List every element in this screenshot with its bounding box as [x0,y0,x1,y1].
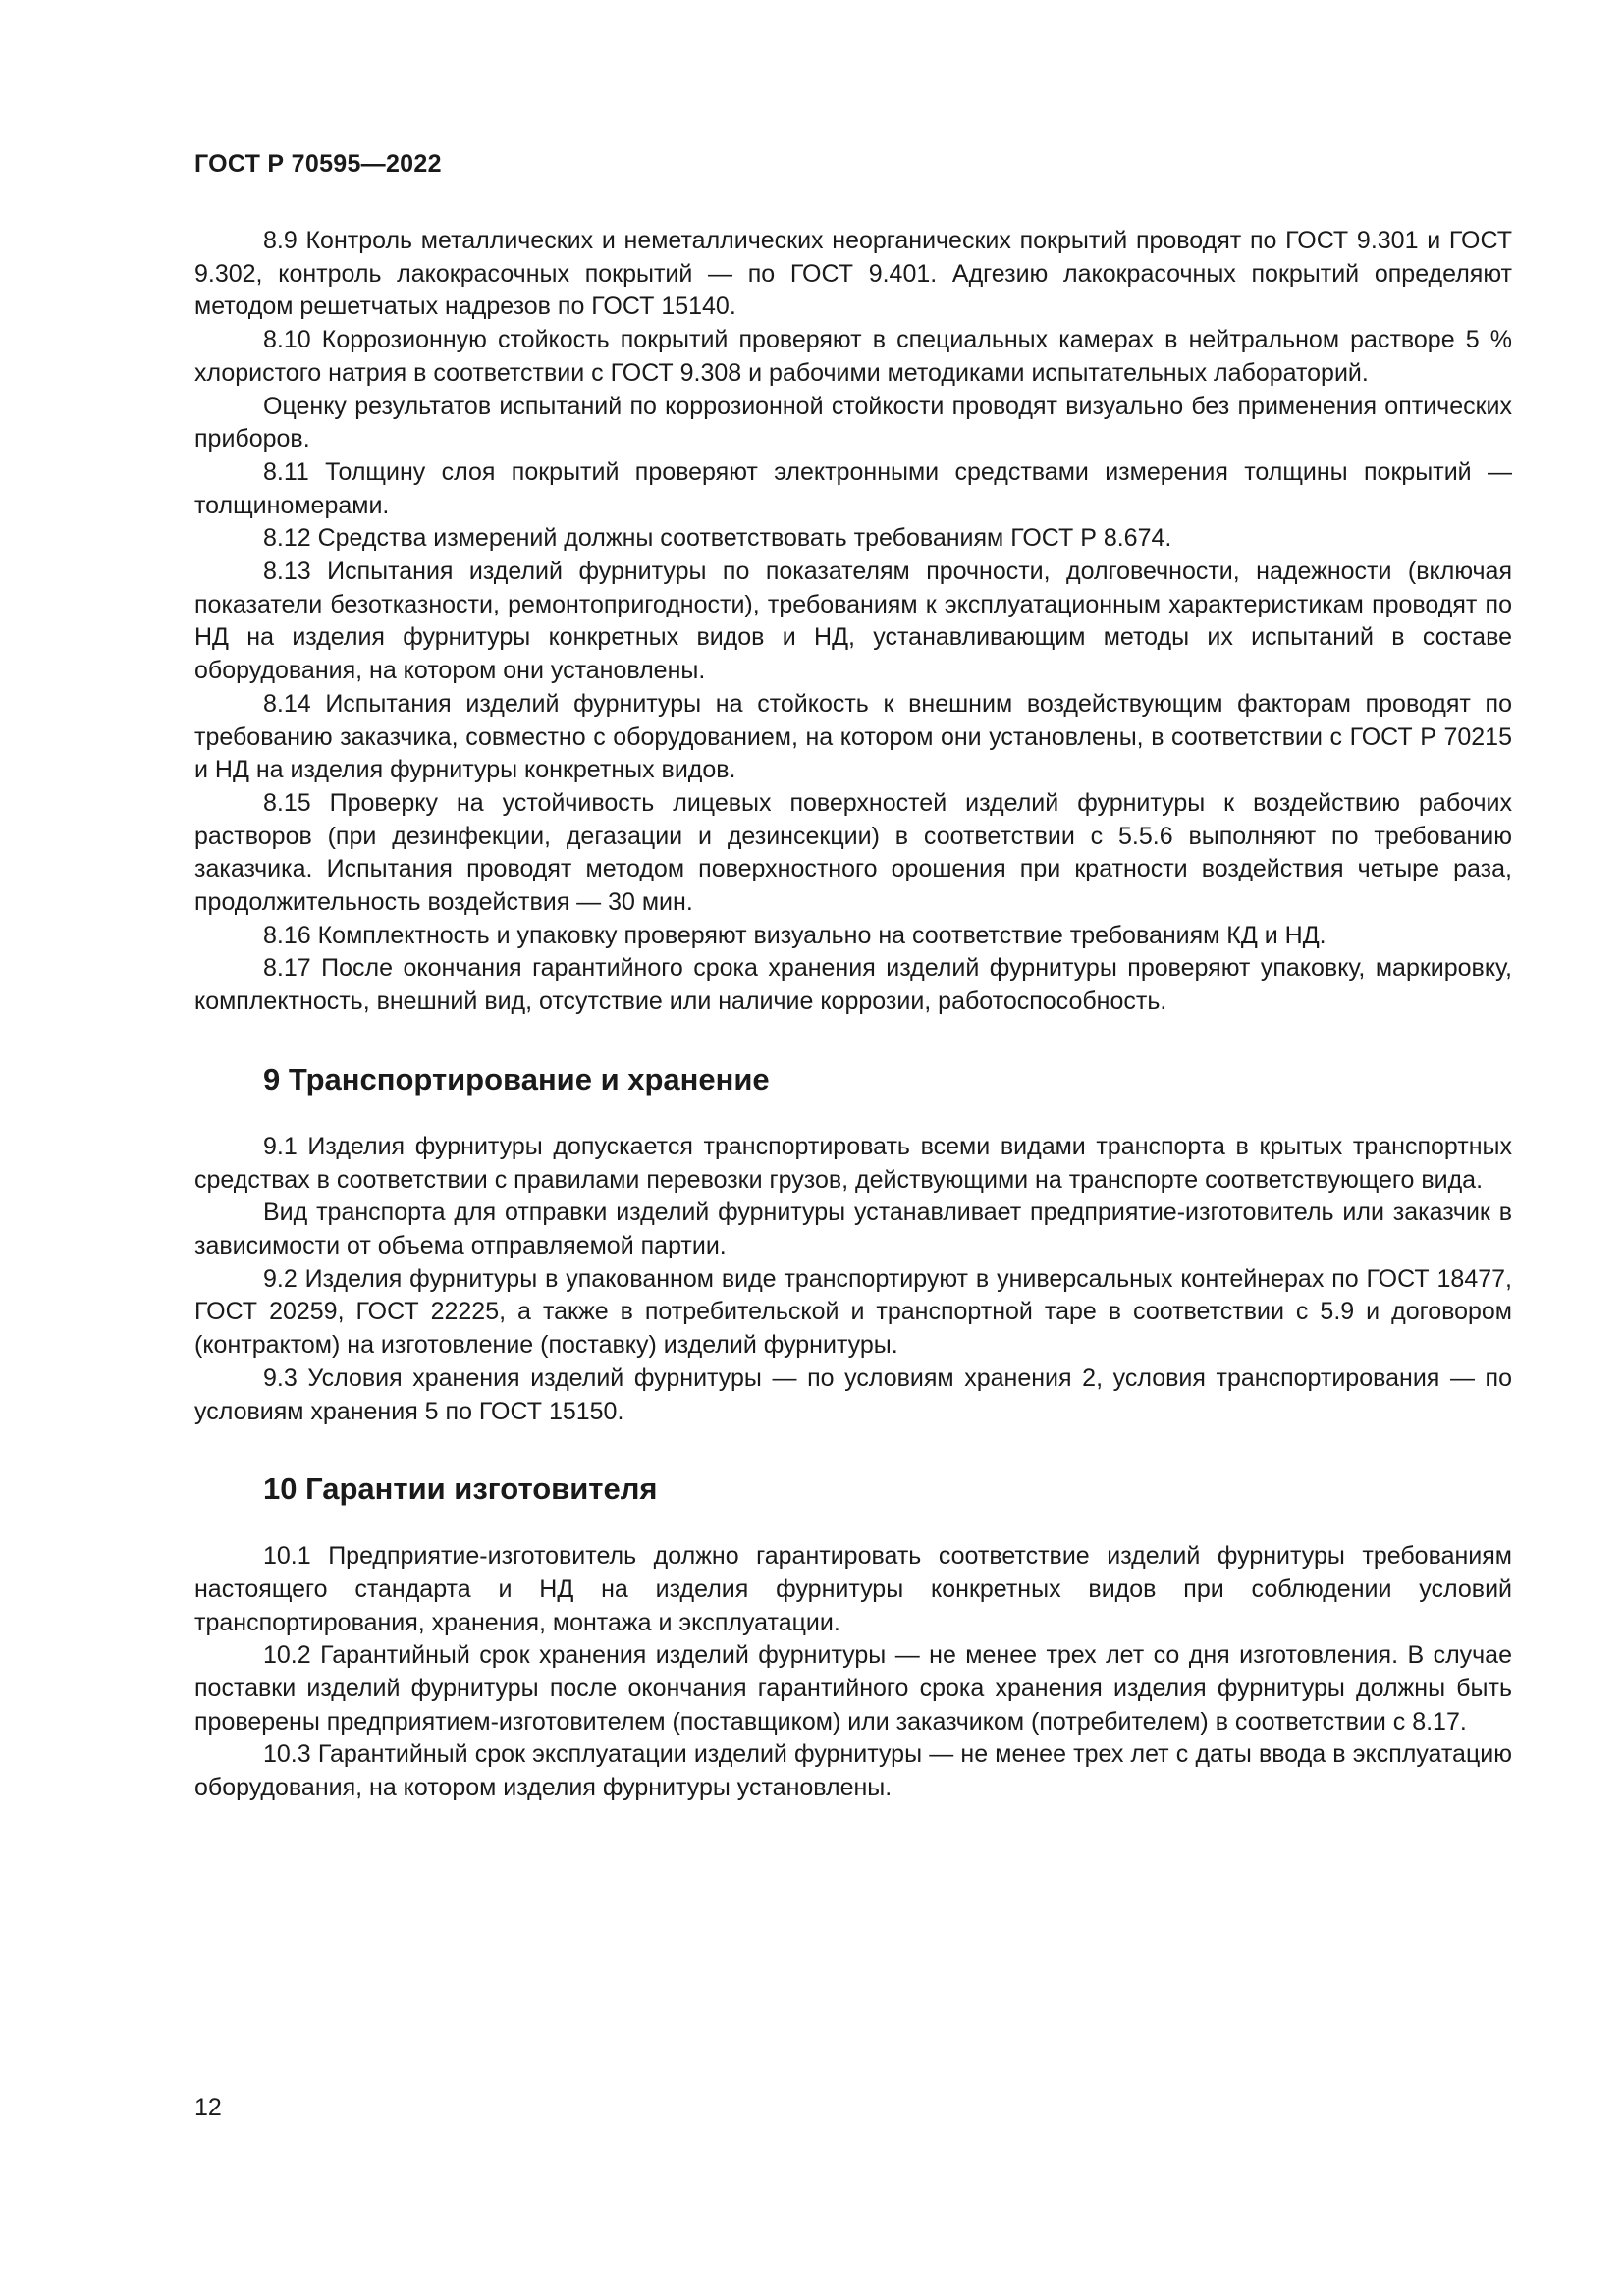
paragraph-9-3: 9.3 Условия хранения изделий фурнитуры — по условиям хранения 2, условия транспортирования — по условиям хранения 5 по ГОСТ 15150. [194,1363,1512,1425]
paragraph-10-3: 10.3 Гарантийный срок эксплуатации изделий фурнитуры — не менее трех лет с даты ввода в эксплуатацию оборудования, на котором изделия фурнитуры установлены. [194,1740,1512,1802]
paragraph-8-10: 8.10 Коррозионную стойкость покрытий проверяют в специальных камерах в нейтральном растворе 5 % хлористого натрия в соответствии с ГОСТ 9.308 и рабочими методиками испытательных лабораторий. [194,326,1512,387]
document-body [194,225,1512,1805]
paragraph-9-2: 9.2 Изделия фурнитуры в упакованном виде транспортируют в универсальных контейнерах по ГОСТ 18477, ГОСТ 20259, ГОСТ 22225, а также в потребительской и транспортной таре в соответствии с 5.9 и договором (контрактом) на изготовление (поставку) изделий фурнитуры. [194,1264,1512,1360]
paragraph-8-16: 8.16 Комплектность и упаковку проверяют визуально на соответствие требованиям КД и НД. [263,921,1326,949]
paragraph-8-14: 8.14 Испытания изделий фурнитуры на стойкость к внешним воздействующим факторам проводят по требованию заказчика, совместно с оборудованием, на котором они установлены, в соответствии с ГОСТ Р 70215 и НД на изделия фурнитуры конкретных видов. [194,689,1512,784]
paragraph-8-9: 8.9 Контроль металлических и неметаллических неорганических покрытий проводят по ГОСТ 9.301 и ГОСТ 9.302, контроль лакокрасочных покрытий — по ГОСТ 9.401. Адгезию лакокрасочных покрытий определяют методом решетчатых надрезов по ГОСТ 15140. [194,227,1512,321]
paragraph-8-12: 8.12 Средства измерений должны соответствовать требованиям ГОСТ Р 8.674. [263,524,1172,553]
paragraph-8-13: 8.13 Испытания изделий фурнитуры по показателям прочности, долговечности, надежности (включая показатели безотказности, ремонтопригодности), требованиям к эксплуатационным характеристикам проводят по НД на изделия фурнитуры конкретных видов и НД, устанавливающим методы их испытаний в составе оборудования, на котором они установлены. [194,558,1512,685]
paragraph-10-2: 10.2 Гарантийный срок хранения изделий фурнитуры — не менее трех лет со дня изготовления. В случае поставки изделий фурнитуры после окончания гарантийного срока хранения изделия фурнитуры должны быть проверены предприятием-изготовителем (поставщиком) или заказчиком (потребителем) в соответствии с 8.17. [194,1641,1512,1735]
paragraph-8-17: 8.17 После окончания гарантийного срока хранения изделий фурнитуры проверяют упаковку, маркировку, комплектность, внешний вид, отсутствие или наличие коррозии, работоспособность. [194,954,1512,1016]
page-number: 12 [194,2094,222,2121]
paragraph-9-1: 9.1 Изделия фурнитуры допускается транспортировать всеми видами транспорта в крытых транспортных средствах в соответствии с правилами перевозки грузов, действующими на транспорте соответствующего вида. [194,1132,1512,1194]
section-10-heading: 10 Гарантии изготовителя [263,1471,658,1507]
section-9-heading: 9 Транспортирование и хранение [263,1061,770,1096]
document-code-header: ГОСТ Р 70595—2022 [194,150,442,178]
paragraph-9-1-transport-type: Вид транспорта для отправки изделий фурнитуры устанавливает предприятие-изготовитель или заказчик в зависимости от объема отправляемой партии. [194,1199,1512,1259]
paragraph-8-15: 8.15 Проверку на устойчивость лицевых поверхностей изделий фурнитуры к воздействию рабочих растворов (при дезинфекции, дегазации и дезинсекции) в соответствии с 5.5.6 выполняют по требованию заказчика. Испытания проводят методом поверхностного орошения при кратности воздействия четыре раза, продолжительность воздействия — 30 мин. [194,788,1512,917]
paragraph-8-11: 8.11 Толщину слоя покрытий проверяют электронными средствами измерения толщины покрытий — толщиномерами. [194,457,1512,519]
paragraph-10-1: 10.1 Предприятие-изготовитель должно гарантировать соответствие изделий фурнитуры требованиям настоящего стандарта и НД на изделия фурнитуры конкретных видов при соблюдении условий транспортирования, хранения, монтажа и эксплуатации. [194,1542,1512,1636]
paragraph-8-10-assessment: Оценку результатов испытаний по коррозионной стойкости проводят визуально без применения оптических приборов. [194,392,1512,454]
